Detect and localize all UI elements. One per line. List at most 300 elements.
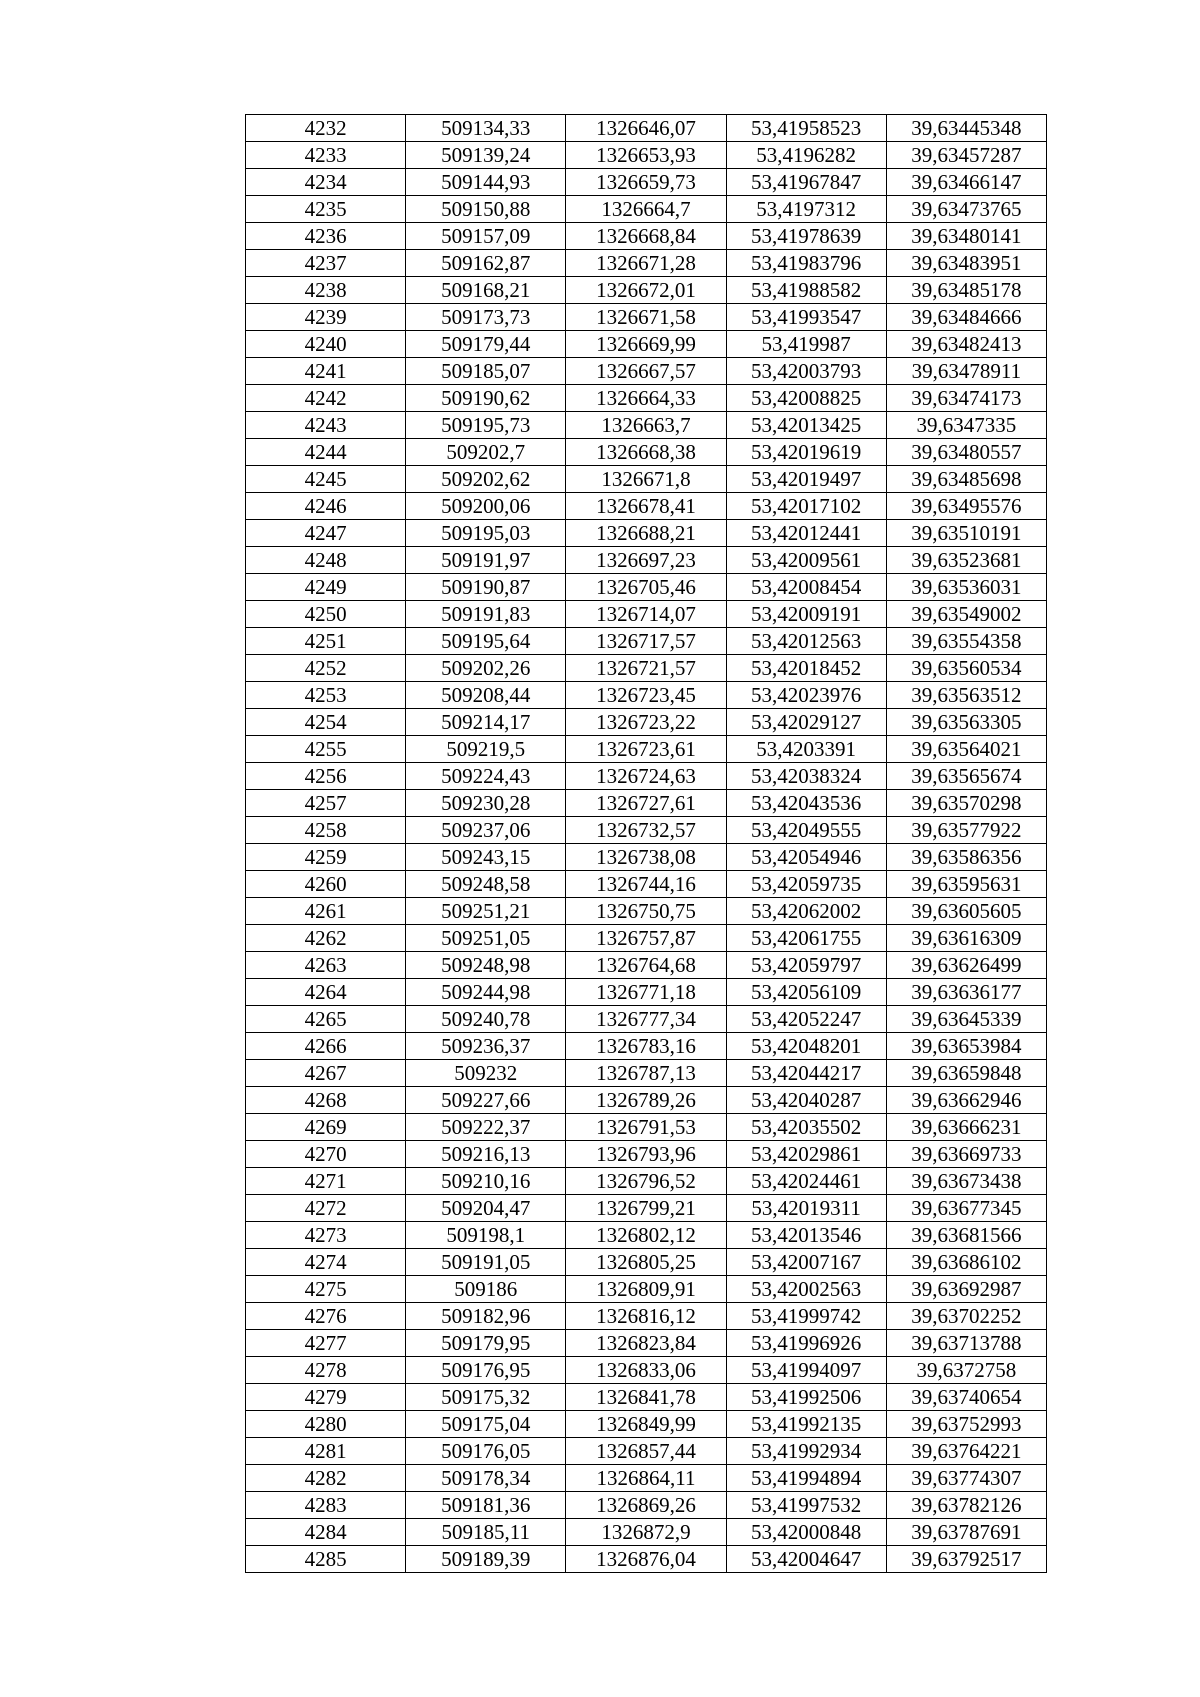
y-coordinate-cell: 1326738,08 bbox=[566, 844, 726, 871]
x-coordinate-cell: 509195,73 bbox=[406, 412, 566, 439]
longitude-cell: 39,63474173 bbox=[886, 385, 1046, 412]
longitude-cell: 39,63605605 bbox=[886, 898, 1046, 925]
x-coordinate-cell: 509248,58 bbox=[406, 871, 566, 898]
x-coordinate-cell: 509243,15 bbox=[406, 844, 566, 871]
y-coordinate-cell: 1326668,38 bbox=[566, 439, 726, 466]
latitude-cell: 53,42008454 bbox=[726, 574, 886, 601]
x-coordinate-cell: 509157,09 bbox=[406, 223, 566, 250]
point-number-cell: 4241 bbox=[246, 358, 406, 385]
point-number-cell: 4265 bbox=[246, 1006, 406, 1033]
table-row bbox=[246, 277, 1047, 304]
latitude-cell: 53,42019619 bbox=[726, 439, 886, 466]
point-number-cell: 4243 bbox=[246, 412, 406, 439]
y-coordinate-cell: 1326771,18 bbox=[566, 979, 726, 1006]
y-coordinate-cell: 1326732,57 bbox=[566, 817, 726, 844]
latitude-cell: 53,42009561 bbox=[726, 547, 886, 574]
longitude-cell: 39,63523681 bbox=[886, 547, 1046, 574]
longitude-cell: 39,63792517 bbox=[886, 1546, 1046, 1573]
point-number-cell: 4232 bbox=[246, 115, 406, 142]
latitude-cell: 53,42059735 bbox=[726, 871, 886, 898]
longitude-cell: 39,6347335 bbox=[886, 412, 1046, 439]
y-coordinate-cell: 1326757,87 bbox=[566, 925, 726, 952]
latitude-cell: 53,42035502 bbox=[726, 1114, 886, 1141]
latitude-cell: 53,42048201 bbox=[726, 1033, 886, 1060]
x-coordinate-cell: 509244,98 bbox=[406, 979, 566, 1006]
x-coordinate-cell: 509214,17 bbox=[406, 709, 566, 736]
longitude-cell: 39,63560534 bbox=[886, 655, 1046, 682]
y-coordinate-cell: 1326668,84 bbox=[566, 223, 726, 250]
x-coordinate-cell: 509210,16 bbox=[406, 1168, 566, 1195]
longitude-cell: 39,63740654 bbox=[886, 1384, 1046, 1411]
latitude-cell: 53,42059797 bbox=[726, 952, 886, 979]
table-row bbox=[246, 682, 1047, 709]
y-coordinate-cell: 1326809,91 bbox=[566, 1276, 726, 1303]
longitude-cell: 39,63570298 bbox=[886, 790, 1046, 817]
y-coordinate-cell: 1326744,16 bbox=[566, 871, 726, 898]
y-coordinate-cell: 1326646,07 bbox=[566, 115, 726, 142]
x-coordinate-cell: 509224,43 bbox=[406, 763, 566, 790]
x-coordinate-cell: 509198,1 bbox=[406, 1222, 566, 1249]
latitude-cell: 53,42054946 bbox=[726, 844, 886, 871]
x-coordinate-cell: 509144,93 bbox=[406, 169, 566, 196]
point-number-cell: 4239 bbox=[246, 304, 406, 331]
x-coordinate-cell: 509240,78 bbox=[406, 1006, 566, 1033]
point-number-cell: 4266 bbox=[246, 1033, 406, 1060]
latitude-cell: 53,41994894 bbox=[726, 1465, 886, 1492]
longitude-cell: 39,63659848 bbox=[886, 1060, 1046, 1087]
x-coordinate-cell: 509251,05 bbox=[406, 925, 566, 952]
point-number-cell: 4282 bbox=[246, 1465, 406, 1492]
longitude-cell: 39,63473765 bbox=[886, 196, 1046, 223]
latitude-cell: 53,42008825 bbox=[726, 385, 886, 412]
table-row bbox=[246, 763, 1047, 790]
y-coordinate-cell: 1326869,26 bbox=[566, 1492, 726, 1519]
y-coordinate-cell: 1326723,45 bbox=[566, 682, 726, 709]
point-number-cell: 4252 bbox=[246, 655, 406, 682]
table-row bbox=[246, 709, 1047, 736]
y-coordinate-cell: 1326664,33 bbox=[566, 385, 726, 412]
x-coordinate-cell: 509219,5 bbox=[406, 736, 566, 763]
y-coordinate-cell: 1326857,44 bbox=[566, 1438, 726, 1465]
longitude-cell: 39,63774307 bbox=[886, 1465, 1046, 1492]
point-number-cell: 4276 bbox=[246, 1303, 406, 1330]
table-row bbox=[246, 439, 1047, 466]
y-coordinate-cell: 1326724,63 bbox=[566, 763, 726, 790]
latitude-cell: 53,42038324 bbox=[726, 763, 886, 790]
latitude-cell: 53,42000848 bbox=[726, 1519, 886, 1546]
longitude-cell: 39,63577922 bbox=[886, 817, 1046, 844]
x-coordinate-cell: 509236,37 bbox=[406, 1033, 566, 1060]
y-coordinate-cell: 1326727,61 bbox=[566, 790, 726, 817]
table-row bbox=[246, 655, 1047, 682]
longitude-cell: 39,63483951 bbox=[886, 250, 1046, 277]
point-number-cell: 4272 bbox=[246, 1195, 406, 1222]
y-coordinate-cell: 1326805,25 bbox=[566, 1249, 726, 1276]
point-number-cell: 4273 bbox=[246, 1222, 406, 1249]
table-row bbox=[246, 1249, 1047, 1276]
table-row bbox=[246, 1492, 1047, 1519]
x-coordinate-cell: 509200,06 bbox=[406, 493, 566, 520]
longitude-cell: 39,63485178 bbox=[886, 277, 1046, 304]
y-coordinate-cell: 1326717,57 bbox=[566, 628, 726, 655]
latitude-cell: 53,41994097 bbox=[726, 1357, 886, 1384]
coordinates-table-body bbox=[246, 115, 1047, 1573]
table-row bbox=[246, 1357, 1047, 1384]
table-row bbox=[246, 1384, 1047, 1411]
y-coordinate-cell: 1326872,9 bbox=[566, 1519, 726, 1546]
point-number-cell: 4268 bbox=[246, 1087, 406, 1114]
point-number-cell: 4245 bbox=[246, 466, 406, 493]
y-coordinate-cell: 1326783,16 bbox=[566, 1033, 726, 1060]
table-row bbox=[246, 1006, 1047, 1033]
coordinates-table bbox=[245, 114, 1047, 1573]
x-coordinate-cell: 509204,47 bbox=[406, 1195, 566, 1222]
x-coordinate-cell: 509237,06 bbox=[406, 817, 566, 844]
y-coordinate-cell: 1326721,57 bbox=[566, 655, 726, 682]
table-row bbox=[246, 1546, 1047, 1573]
latitude-cell: 53,42049555 bbox=[726, 817, 886, 844]
latitude-cell: 53,42023976 bbox=[726, 682, 886, 709]
latitude-cell: 53,42013546 bbox=[726, 1222, 886, 1249]
latitude-cell: 53,41988582 bbox=[726, 277, 886, 304]
latitude-cell: 53,42062002 bbox=[726, 898, 886, 925]
x-coordinate-cell: 509191,05 bbox=[406, 1249, 566, 1276]
longitude-cell: 39,63692987 bbox=[886, 1276, 1046, 1303]
point-number-cell: 4238 bbox=[246, 277, 406, 304]
y-coordinate-cell: 1326664,7 bbox=[566, 196, 726, 223]
point-number-cell: 4258 bbox=[246, 817, 406, 844]
y-coordinate-cell: 1326714,07 bbox=[566, 601, 726, 628]
longitude-cell: 39,63445348 bbox=[886, 115, 1046, 142]
table-row bbox=[246, 115, 1047, 142]
latitude-cell: 53,41996926 bbox=[726, 1330, 886, 1357]
table-row bbox=[246, 1060, 1047, 1087]
point-number-cell: 4259 bbox=[246, 844, 406, 871]
table-row bbox=[246, 979, 1047, 1006]
table-row bbox=[246, 628, 1047, 655]
point-number-cell: 4280 bbox=[246, 1411, 406, 1438]
y-coordinate-cell: 1326750,75 bbox=[566, 898, 726, 925]
x-coordinate-cell: 509202,7 bbox=[406, 439, 566, 466]
latitude-cell: 53,419987 bbox=[726, 331, 886, 358]
table-row bbox=[246, 142, 1047, 169]
y-coordinate-cell: 1326723,61 bbox=[566, 736, 726, 763]
table-row bbox=[246, 1114, 1047, 1141]
y-coordinate-cell: 1326697,23 bbox=[566, 547, 726, 574]
point-number-cell: 4271 bbox=[246, 1168, 406, 1195]
y-coordinate-cell: 1326833,06 bbox=[566, 1357, 726, 1384]
x-coordinate-cell: 509251,21 bbox=[406, 898, 566, 925]
point-number-cell: 4283 bbox=[246, 1492, 406, 1519]
point-number-cell: 4257 bbox=[246, 790, 406, 817]
table-row bbox=[246, 1033, 1047, 1060]
latitude-cell: 53,42004647 bbox=[726, 1546, 886, 1573]
longitude-cell: 39,63669733 bbox=[886, 1141, 1046, 1168]
x-coordinate-cell: 509216,13 bbox=[406, 1141, 566, 1168]
longitude-cell: 39,63702252 bbox=[886, 1303, 1046, 1330]
point-number-cell: 4234 bbox=[246, 169, 406, 196]
y-coordinate-cell: 1326688,21 bbox=[566, 520, 726, 547]
y-coordinate-cell: 1326653,93 bbox=[566, 142, 726, 169]
y-coordinate-cell: 1326796,52 bbox=[566, 1168, 726, 1195]
y-coordinate-cell: 1326671,58 bbox=[566, 304, 726, 331]
table-row bbox=[246, 547, 1047, 574]
latitude-cell: 53,42007167 bbox=[726, 1249, 886, 1276]
point-number-cell: 4285 bbox=[246, 1546, 406, 1573]
point-number-cell: 4255 bbox=[246, 736, 406, 763]
latitude-cell: 53,42029861 bbox=[726, 1141, 886, 1168]
table-row bbox=[246, 223, 1047, 250]
longitude-cell: 39,63480557 bbox=[886, 439, 1046, 466]
latitude-cell: 53,41967847 bbox=[726, 169, 886, 196]
longitude-cell: 39,63677345 bbox=[886, 1195, 1046, 1222]
latitude-cell: 53,42013425 bbox=[726, 412, 886, 439]
longitude-cell: 39,63563305 bbox=[886, 709, 1046, 736]
table-row bbox=[246, 1438, 1047, 1465]
longitude-cell: 39,63616309 bbox=[886, 925, 1046, 952]
table-row bbox=[246, 1519, 1047, 1546]
longitude-cell: 39,63482413 bbox=[886, 331, 1046, 358]
latitude-cell: 53,42029127 bbox=[726, 709, 886, 736]
y-coordinate-cell: 1326816,12 bbox=[566, 1303, 726, 1330]
longitude-cell: 39,63563512 bbox=[886, 682, 1046, 709]
point-number-cell: 4260 bbox=[246, 871, 406, 898]
longitude-cell: 39,63466147 bbox=[886, 169, 1046, 196]
x-coordinate-cell: 509191,83 bbox=[406, 601, 566, 628]
latitude-cell: 53,42040287 bbox=[726, 1087, 886, 1114]
point-number-cell: 4284 bbox=[246, 1519, 406, 1546]
point-number-cell: 4261 bbox=[246, 898, 406, 925]
longitude-cell: 39,63681566 bbox=[886, 1222, 1046, 1249]
table-row bbox=[246, 1303, 1047, 1330]
x-coordinate-cell: 509190,62 bbox=[406, 385, 566, 412]
x-coordinate-cell: 509248,98 bbox=[406, 952, 566, 979]
table-row bbox=[246, 520, 1047, 547]
table-row bbox=[246, 1330, 1047, 1357]
latitude-cell: 53,41997532 bbox=[726, 1492, 886, 1519]
latitude-cell: 53,41958523 bbox=[726, 115, 886, 142]
x-coordinate-cell: 509150,88 bbox=[406, 196, 566, 223]
table-row bbox=[246, 1168, 1047, 1195]
point-number-cell: 4247 bbox=[246, 520, 406, 547]
point-number-cell: 4264 bbox=[246, 979, 406, 1006]
latitude-cell: 53,41983796 bbox=[726, 250, 886, 277]
y-coordinate-cell: 1326823,84 bbox=[566, 1330, 726, 1357]
latitude-cell: 53,42019311 bbox=[726, 1195, 886, 1222]
table-row bbox=[246, 871, 1047, 898]
y-coordinate-cell: 1326791,53 bbox=[566, 1114, 726, 1141]
longitude-cell: 39,63713788 bbox=[886, 1330, 1046, 1357]
longitude-cell: 39,63666231 bbox=[886, 1114, 1046, 1141]
longitude-cell: 39,63645339 bbox=[886, 1006, 1046, 1033]
latitude-cell: 53,41978639 bbox=[726, 223, 886, 250]
y-coordinate-cell: 1326789,26 bbox=[566, 1087, 726, 1114]
x-coordinate-cell: 509168,21 bbox=[406, 277, 566, 304]
table-row bbox=[246, 574, 1047, 601]
longitude-cell: 39,63554358 bbox=[886, 628, 1046, 655]
table-row bbox=[246, 1195, 1047, 1222]
y-coordinate-cell: 1326793,96 bbox=[566, 1141, 726, 1168]
x-coordinate-cell: 509139,24 bbox=[406, 142, 566, 169]
y-coordinate-cell: 1326849,99 bbox=[566, 1411, 726, 1438]
point-number-cell: 4233 bbox=[246, 142, 406, 169]
table-row bbox=[246, 412, 1047, 439]
latitude-cell: 53,42009191 bbox=[726, 601, 886, 628]
longitude-cell: 39,63565674 bbox=[886, 763, 1046, 790]
table-row bbox=[246, 493, 1047, 520]
table-row bbox=[246, 1465, 1047, 1492]
table-row bbox=[246, 1276, 1047, 1303]
latitude-cell: 53,4196282 bbox=[726, 142, 886, 169]
x-coordinate-cell: 509227,66 bbox=[406, 1087, 566, 1114]
latitude-cell: 53,42018452 bbox=[726, 655, 886, 682]
latitude-cell: 53,42002563 bbox=[726, 1276, 886, 1303]
point-number-cell: 4263 bbox=[246, 952, 406, 979]
point-number-cell: 4275 bbox=[246, 1276, 406, 1303]
table-row bbox=[246, 817, 1047, 844]
table-row bbox=[246, 196, 1047, 223]
x-coordinate-cell: 509190,87 bbox=[406, 574, 566, 601]
x-coordinate-cell: 509173,73 bbox=[406, 304, 566, 331]
latitude-cell: 53,41999742 bbox=[726, 1303, 886, 1330]
latitude-cell: 53,42012441 bbox=[726, 520, 886, 547]
x-coordinate-cell: 509185,07 bbox=[406, 358, 566, 385]
table-row bbox=[246, 925, 1047, 952]
y-coordinate-cell: 1326672,01 bbox=[566, 277, 726, 304]
x-coordinate-cell: 509175,04 bbox=[406, 1411, 566, 1438]
point-number-cell: 4236 bbox=[246, 223, 406, 250]
table-row bbox=[246, 331, 1047, 358]
latitude-cell: 53,42017102 bbox=[726, 493, 886, 520]
y-coordinate-cell: 1326705,46 bbox=[566, 574, 726, 601]
table-row bbox=[246, 466, 1047, 493]
x-coordinate-cell: 509186 bbox=[406, 1276, 566, 1303]
x-coordinate-cell: 509230,28 bbox=[406, 790, 566, 817]
y-coordinate-cell: 1326671,8 bbox=[566, 466, 726, 493]
latitude-cell: 53,41992934 bbox=[726, 1438, 886, 1465]
longitude-cell: 39,63480141 bbox=[886, 223, 1046, 250]
longitude-cell: 39,63549002 bbox=[886, 601, 1046, 628]
y-coordinate-cell: 1326671,28 bbox=[566, 250, 726, 277]
longitude-cell: 39,63495576 bbox=[886, 493, 1046, 520]
y-coordinate-cell: 1326876,04 bbox=[566, 1546, 726, 1573]
y-coordinate-cell: 1326841,78 bbox=[566, 1384, 726, 1411]
point-number-cell: 4269 bbox=[246, 1114, 406, 1141]
table-row bbox=[246, 1087, 1047, 1114]
table-row bbox=[246, 844, 1047, 871]
x-coordinate-cell: 509202,62 bbox=[406, 466, 566, 493]
y-coordinate-cell: 1326723,22 bbox=[566, 709, 726, 736]
longitude-cell: 39,63636177 bbox=[886, 979, 1046, 1006]
latitude-cell: 53,4197312 bbox=[726, 196, 886, 223]
point-number-cell: 4237 bbox=[246, 250, 406, 277]
x-coordinate-cell: 509202,26 bbox=[406, 655, 566, 682]
longitude-cell: 39,63782126 bbox=[886, 1492, 1046, 1519]
x-coordinate-cell: 509175,32 bbox=[406, 1384, 566, 1411]
point-number-cell: 4277 bbox=[246, 1330, 406, 1357]
latitude-cell: 53,42056109 bbox=[726, 979, 886, 1006]
x-coordinate-cell: 509222,37 bbox=[406, 1114, 566, 1141]
x-coordinate-cell: 509195,03 bbox=[406, 520, 566, 547]
longitude-cell: 39,63686102 bbox=[886, 1249, 1046, 1276]
latitude-cell: 53,42043536 bbox=[726, 790, 886, 817]
longitude-cell: 39,63485698 bbox=[886, 466, 1046, 493]
y-coordinate-cell: 1326802,12 bbox=[566, 1222, 726, 1249]
longitude-cell: 39,63626499 bbox=[886, 952, 1046, 979]
table-row bbox=[246, 304, 1047, 331]
longitude-cell: 39,63662946 bbox=[886, 1087, 1046, 1114]
table-row bbox=[246, 385, 1047, 412]
x-coordinate-cell: 509178,34 bbox=[406, 1465, 566, 1492]
latitude-cell: 53,41992506 bbox=[726, 1384, 886, 1411]
latitude-cell: 53,42044217 bbox=[726, 1060, 886, 1087]
x-coordinate-cell: 509232 bbox=[406, 1060, 566, 1087]
longitude-cell: 39,63478911 bbox=[886, 358, 1046, 385]
table-row bbox=[246, 358, 1047, 385]
longitude-cell: 39,63484666 bbox=[886, 304, 1046, 331]
y-coordinate-cell: 1326764,68 bbox=[566, 952, 726, 979]
latitude-cell: 53,42019497 bbox=[726, 466, 886, 493]
point-number-cell: 4242 bbox=[246, 385, 406, 412]
point-number-cell: 4279 bbox=[246, 1384, 406, 1411]
longitude-cell: 39,63510191 bbox=[886, 520, 1046, 547]
table-row bbox=[246, 790, 1047, 817]
latitude-cell: 53,41993547 bbox=[726, 304, 886, 331]
x-coordinate-cell: 509176,05 bbox=[406, 1438, 566, 1465]
x-coordinate-cell: 509179,44 bbox=[406, 331, 566, 358]
point-number-cell: 4235 bbox=[246, 196, 406, 223]
point-number-cell: 4274 bbox=[246, 1249, 406, 1276]
x-coordinate-cell: 509191,97 bbox=[406, 547, 566, 574]
y-coordinate-cell: 1326663,7 bbox=[566, 412, 726, 439]
x-coordinate-cell: 509179,95 bbox=[406, 1330, 566, 1357]
y-coordinate-cell: 1326777,34 bbox=[566, 1006, 726, 1033]
point-number-cell: 4253 bbox=[246, 682, 406, 709]
point-number-cell: 4249 bbox=[246, 574, 406, 601]
x-coordinate-cell: 509195,64 bbox=[406, 628, 566, 655]
point-number-cell: 4244 bbox=[246, 439, 406, 466]
table-row bbox=[246, 601, 1047, 628]
table-row bbox=[246, 1411, 1047, 1438]
longitude-cell: 39,63752993 bbox=[886, 1411, 1046, 1438]
table-row bbox=[246, 250, 1047, 277]
point-number-cell: 4262 bbox=[246, 925, 406, 952]
point-number-cell: 4254 bbox=[246, 709, 406, 736]
longitude-cell: 39,63787691 bbox=[886, 1519, 1046, 1546]
longitude-cell: 39,6372758 bbox=[886, 1357, 1046, 1384]
latitude-cell: 53,4203391 bbox=[726, 736, 886, 763]
longitude-cell: 39,63653984 bbox=[886, 1033, 1046, 1060]
latitude-cell: 53,42024461 bbox=[726, 1168, 886, 1195]
x-coordinate-cell: 509176,95 bbox=[406, 1357, 566, 1384]
y-coordinate-cell: 1326659,73 bbox=[566, 169, 726, 196]
longitude-cell: 39,63536031 bbox=[886, 574, 1046, 601]
point-number-cell: 4240 bbox=[246, 331, 406, 358]
x-coordinate-cell: 509182,96 bbox=[406, 1303, 566, 1330]
table-row bbox=[246, 1141, 1047, 1168]
point-number-cell: 4246 bbox=[246, 493, 406, 520]
x-coordinate-cell: 509208,44 bbox=[406, 682, 566, 709]
y-coordinate-cell: 1326787,13 bbox=[566, 1060, 726, 1087]
point-number-cell: 4278 bbox=[246, 1357, 406, 1384]
table-row bbox=[246, 898, 1047, 925]
longitude-cell: 39,63764221 bbox=[886, 1438, 1046, 1465]
x-coordinate-cell: 509189,39 bbox=[406, 1546, 566, 1573]
point-number-cell: 4250 bbox=[246, 601, 406, 628]
longitude-cell: 39,63673438 bbox=[886, 1168, 1046, 1195]
longitude-cell: 39,63564021 bbox=[886, 736, 1046, 763]
latitude-cell: 53,42052247 bbox=[726, 1006, 886, 1033]
